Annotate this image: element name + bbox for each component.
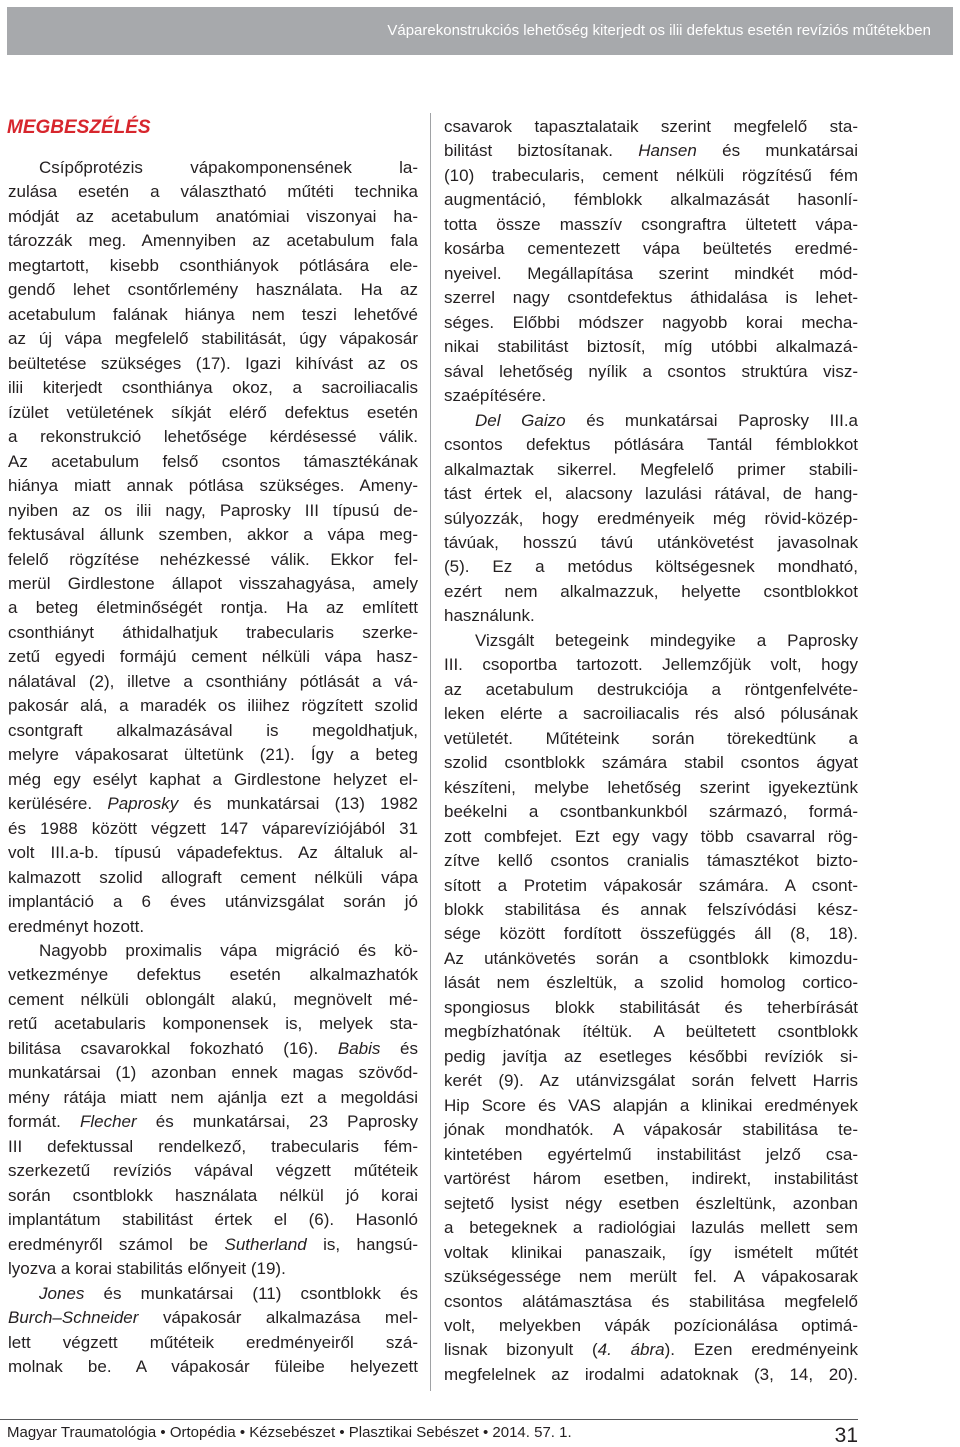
paragraph: [8, 1282, 418, 1380]
text-line: [8, 1110, 418, 1134]
text-line: szerrel nagy csontdefektus áthidalása is lehet-: [444, 288, 858, 308]
italic-run: Burch–Schneider: [8, 1308, 139, 1328]
text-run: bilitása csavarokkal fokozható (16).: [8, 1038, 338, 1058]
text-line: volt III.a-b. típusú vápadefektus. Az általuk al-: [8, 843, 418, 863]
text-line: nyeivel. Megállapítása szerint mindkét mód-: [444, 263, 858, 283]
text-line: volt, melyekben vápák pozícionálása optimá-: [444, 1315, 858, 1335]
text-line: eredményt hozott.: [8, 916, 145, 936]
paragraph: [8, 156, 418, 939]
text-line: súlyozzák, hogy eredményeik még rövid-közép-: [444, 508, 858, 528]
text-line: spongiosus blokk stabilitását és teherbírását: [444, 997, 858, 1017]
text-run: kerülésére.: [8, 794, 108, 814]
text-line: szaépítésére.: [444, 386, 547, 406]
text-line: kerét (9). Az utánvizsgálat során felvett Harris: [444, 1071, 858, 1091]
text-run: és munkatársai (13) 1982: [178, 794, 418, 814]
running-header-title: Váparekonstrukciós lehetőség kiterjedt os ilii defektus esetén revíziós műtétekben: [387, 22, 931, 39]
paragraph: [444, 629, 858, 1388]
footer-journal-citation: Magyar Traumatológia • Ortopédia • Kézsebészet • Plasztikai Sebészet • 2014. 57. 1.: [7, 1424, 572, 1441]
text-line: felelő rögzítése nehézkessé válik. Ekkor fel-: [8, 549, 418, 569]
text-run: lisnak bizonyult (: [444, 1340, 598, 1360]
text-line: tást értek el, alacsony lazulási rátával, de hang-: [444, 484, 858, 504]
text-line: sége között fordított összefüggés áll (8, 18).: [444, 924, 858, 944]
text-line: az acetabulum destrukciója a röntgenfelvéte-: [444, 679, 858, 699]
text-line: csonthiányt áthidalhatjuk trabecularis szerke-: [8, 622, 418, 642]
text-line: (5). Ez a metódus költségesnek mondható,: [444, 557, 858, 577]
text-line: lyozva a korai stabilitás előnyeit (19).: [8, 1259, 286, 1279]
text-line: megtartott, kisebb csonthiányok pótlására ele-: [8, 255, 418, 275]
italic-run: Sutherland: [224, 1234, 307, 1254]
text-line: Nagyobb proximalis vápa migráció és kö-: [39, 941, 418, 960]
text-line: melyre vápakosarat ültetünk (21). Így a beteg: [8, 745, 418, 765]
text-line: mény rátája miatt nem ajánlja ezt a megoldási: [8, 1087, 418, 1107]
text-run: és munkatársai: [696, 141, 858, 161]
text-line: voltak klinikai panaszaik, így ismételt műtét: [444, 1242, 858, 1262]
text-run: és munkatársai Paprosky III.a: [565, 410, 859, 430]
text-line: a rekonstrukció lehetősége kérdésessé válik.: [8, 427, 418, 447]
text-line: hiánya miatt annak pótlása szükséges. Ameny-: [8, 476, 418, 496]
text-line: pedig javítja az esetleges későbbi revíziók si-: [444, 1046, 858, 1066]
section-heading: MEGBESZÉLÉS: [7, 117, 151, 138]
text-line: csontos alátámasztása és stabilitása megfelelő: [444, 1291, 858, 1311]
text-line: implantáció a 6 éves utánvizsgálat során jó: [8, 892, 418, 912]
text-line: Vizsgált betegeink mindegyike a Paprosky: [475, 630, 858, 650]
text-line: ilii kiterjedt csonthiánya okoz, a sacroiliacalis: [8, 378, 418, 398]
text-line: kintetében egyértelmű instabilitást jelző csa-: [444, 1144, 858, 1164]
text-line: Az utánkövetés során a csontblokk kimozdu-: [444, 948, 858, 968]
text-line: kosárba cementezett vápa beültetés eredmé-: [444, 239, 858, 259]
text-line: zulása esetén a választható műtéti technika: [8, 182, 418, 202]
text-line: a betegeknek a radiológiai lazulás mellett sem: [444, 1218, 858, 1238]
text-line: sejtető lysist négy esetben észleltünk, azonban: [444, 1193, 858, 1213]
text-line: beültetése szükséges (17). Igazi kihívást az os: [8, 353, 418, 373]
text-line: cement nélküli oblongált alakú, megnövelt mé-: [8, 989, 418, 1009]
page-number: 31: [834, 1424, 858, 1447]
text-line: leken elérte a sacroiliacalis rés alsó pólusának: [444, 704, 858, 724]
text-line: szükségessége nem merült fel. A vápakosarak: [444, 1267, 858, 1287]
italic-run: Del Gaizo: [475, 410, 566, 430]
text-line: [444, 139, 858, 163]
text-line: Az acetabulum felső csontos támasztékának: [8, 451, 418, 471]
text-line: beékelni a csontbankunkból származó, formá-: [444, 802, 858, 822]
text-line: merül Girdlestone állapot visszahagyása, amely: [8, 573, 418, 593]
text-run: formát.: [8, 1112, 80, 1132]
column-divider: [430, 113, 431, 1391]
text-line: módját az acetabulum anatómiai viszonyai ha-: [8, 206, 418, 226]
text-line: munkatársai (1) azonban ennek magas szövőd-: [8, 1063, 418, 1083]
text-line: zott combfejet. Ezt egy vagy több csavarral rög-: [444, 826, 858, 846]
right-column: [444, 115, 858, 1387]
text-line: totta össze masszív csongraftra ültetett vápa-: [444, 214, 858, 234]
italic-run: Paprosky: [107, 794, 179, 814]
text-line: III. csoportba tartozott. Jellemzőjük volt, hogy: [444, 655, 858, 675]
text-line: tározzák meg. Amennyiben az acetabulum fala: [8, 231, 418, 251]
text-line: megfelelnek az irodalmi adatoknak (3, 14, 20).: [444, 1364, 858, 1384]
paragraph: [444, 409, 858, 629]
text-line: vartörést három esetben, indirekt, instabilitást: [444, 1169, 858, 1189]
text-line: sával lehetőség nyílik a csontos struktúra visz-: [444, 361, 858, 381]
text-line: csontos defektus pótlására Tantál fémblokkot: [444, 435, 858, 455]
left-column: [8, 156, 418, 1379]
text-line: zítve kellő csontos cranialis támasztékot bizto-: [444, 851, 858, 871]
paragraph: [444, 115, 858, 409]
text-line: zetű egyedi formájú cement nélküli vápa hasz-: [8, 647, 418, 667]
text-run: eredményről számol be: [8, 1234, 225, 1254]
text-line: távúak, hosszú távú utánkövetést javasolnak: [444, 532, 858, 552]
text-line: ízület vetületének síkját elérő defektus esetén: [8, 402, 418, 422]
text-line: és 1988 között végzett 147 váparevíziójából 31: [8, 818, 418, 838]
text-line: [444, 1338, 858, 1362]
text-line: [8, 1233, 418, 1257]
text-line: [8, 1037, 418, 1061]
italic-run: Babis: [337, 1038, 381, 1058]
text-line: retű acetabularis komponensek is, melyek sta-: [8, 1014, 418, 1034]
text-line: jónak mondhatók. A vápakosár stabilitása te-: [444, 1120, 858, 1140]
text-line: augmentáció, fémblokk alkalmazását hasonlí-: [444, 190, 858, 210]
text-run: ). Ezen eredményeink: [664, 1340, 858, 1360]
text-line: nikai stabilitást biztosít, míg utóbbi alkalmazá-: [444, 337, 858, 357]
text-line: implantátum stabilitást értek el (6). Hasonló: [8, 1210, 418, 1230]
text-run: vápakosár alkalmazása mel-: [138, 1308, 418, 1328]
text-line: [8, 1306, 418, 1330]
text-line: még egy esélyt kaphat a Girdlestone helyzet el-: [8, 769, 418, 789]
text-line: III defektussal rendelkező, trabecularis fém-: [8, 1136, 418, 1156]
italic-run: 4. ábra: [597, 1340, 665, 1360]
text-run: és: [380, 1038, 418, 1058]
text-run: bilitást biztosítanak.: [444, 141, 639, 161]
text-line: használunk.: [444, 606, 535, 626]
running-header-bar: [7, 7, 953, 55]
text-line: kalmazott szolid allograft cement nélküli vápa: [8, 867, 418, 887]
paragraph: [8, 939, 418, 1282]
text-line: nálatával (2), illetve a csonthiány pótlását a vá-: [8, 671, 418, 691]
text-line: vetületét. Műtéteink során törekedtünk a: [444, 728, 858, 748]
text-line: [8, 1282, 418, 1306]
text-line: szolid csontblokk számára stabil csontos ágyat: [444, 753, 858, 773]
text-line: csavarok tapasztalataik szerint megfelelő sta-: [444, 117, 858, 136]
text-line: blokk stabilitása és annak felszívódási kész-: [444, 900, 858, 919]
text-line: az új vápa megfelelő stabilitását, úgy vápakosár: [8, 329, 418, 349]
text-line: [444, 409, 858, 433]
text-line: séges. Előbbi módszer nagyobb korai mecha-: [444, 312, 858, 332]
text-line: készíteni, melybe lehetőség szerint igyekeztünk: [444, 777, 858, 797]
text-line: Hip Score és VAS alapján a klinikai eredmények: [444, 1095, 858, 1115]
text-line: nyiben az os ilii nagy, Paprosky III típusú de-: [8, 500, 418, 520]
text-line: (10) trabecularis, cement nélküli rögzítésű fém: [444, 165, 858, 185]
text-line: szerkezetű revíziós vápával végzett műtéteik: [8, 1161, 418, 1181]
text-line: megbízhatónak ítéltük. A beültetett csontblokk: [444, 1022, 858, 1042]
text-line: során csontblokk használata nélkül jó korai: [8, 1185, 418, 1205]
text-line: pakosár alá, a maradék os iliihez rögzített szolid: [8, 696, 418, 716]
text-line: a beteg életminőségét rontja. Ha az említett: [8, 598, 418, 618]
italic-run: Flecher: [79, 1112, 137, 1132]
text-line: lását nem észleltük, a szolid homolog cortico-: [444, 973, 858, 993]
text-line: sított a Protetim vápakosár számára. A csont-: [444, 875, 858, 895]
text-line: [8, 792, 418, 816]
text-line: vetkezménye defektus esetén alkalmazhatók: [8, 965, 418, 985]
text-line: molnak be. A vápakosár füleibe helyezett: [8, 1356, 418, 1376]
text-line: Csípőprotézis vápakomponensének la-: [39, 158, 418, 177]
footer-rule: [0, 1419, 858, 1420]
text-line: alkalmaztak sikerrel. Megfelelő primer stabili-: [444, 459, 858, 479]
text-line: acetabulum falának hiánya nem teszi lehetővé: [8, 304, 418, 324]
text-run: és munkatársai (11) csontblokk és: [84, 1283, 418, 1303]
text-run: is, hangsú-: [306, 1234, 418, 1254]
text-line: csontgraft alkalmazásával is megoldhatjuk,: [8, 720, 418, 740]
text-line: fektusával állunk szemben, akkor a vápa meg-: [8, 525, 418, 545]
text-line: gendő lehet csontőrlemény használata. Ha az: [8, 280, 418, 300]
italic-run: Jones: [39, 1283, 85, 1303]
italic-run: Hansen: [638, 141, 697, 161]
text-line: ezért nem alkalmazzuk, helyette csontblokkot: [444, 581, 858, 601]
text-run: és munkatársai, 23 Paprosky: [136, 1112, 418, 1132]
text-line: lett végzett műtéteik eredményeiről szá-: [8, 1332, 418, 1352]
